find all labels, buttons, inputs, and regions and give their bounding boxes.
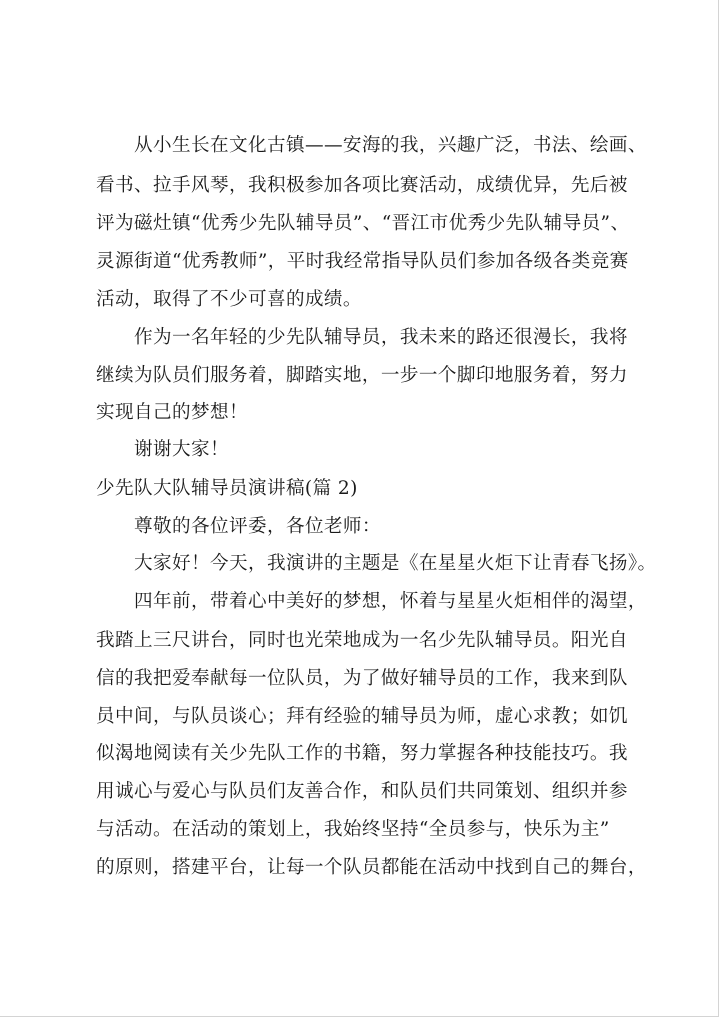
section-heading: 少先队大队辅导员演讲稿(篇 2) bbox=[96, 478, 358, 499]
text-line: 大家好！今天，我演讲的主题是《在星星火炬下让青春飞扬》。 bbox=[134, 553, 657, 574]
text-line: 从小生长在文化古镇——安海的我，兴趣广泛，书法、绘画、 bbox=[134, 135, 647, 156]
text-line: 的原则，搭建平台，让每一个队员都能在活动中找到自己的舞台， bbox=[96, 857, 647, 878]
text-line: 实现自己的梦想！ bbox=[96, 402, 248, 423]
text-line: 用诚心与爱心与队员们友善合作，和队员们共同策划、组织并参 bbox=[96, 781, 628, 802]
text-line: 评为磁灶镇“优秀少先队辅导员”、“晋江市优秀少先队辅导员”、 bbox=[96, 213, 630, 234]
text-line: 与活动。在活动的策划上，我始终坚持“全员参与，快乐为主” bbox=[96, 819, 610, 840]
text-line: 谢谢大家！ bbox=[134, 439, 229, 460]
text-line: 信的我把爱奉献每一位队员，为了做好辅导员的工作，我来到队 bbox=[96, 668, 628, 689]
salutation: 尊敬的各位评委，各位老师： bbox=[134, 516, 381, 537]
text-line: 员中间，与队员谈心；拜有经验的辅导员为师，虚心求教；如饥 bbox=[96, 706, 628, 727]
text-line: 似渴地阅读有关少先队工作的书籍，努力掌握各种技能技巧。我 bbox=[96, 743, 628, 764]
text-line: 灵源街道“优秀教师”，平时我经常指导队员们参加各级各类竞赛 bbox=[96, 251, 629, 272]
text-line: 我踏上三尺讲台，同时也光荣地成为一名少先队辅导员。阳光自 bbox=[96, 630, 628, 651]
text-line: 四年前，带着心中美好的梦想，怀着与星星火炬相伴的渴望， bbox=[134, 591, 647, 612]
text-line: 作为一名年轻的少先队辅导员，我未来的路还很漫长，我将 bbox=[134, 327, 628, 348]
text-line: 活动，取得了不少可喜的成绩。 bbox=[96, 289, 362, 310]
text-line: 看书、拉手风琴，我积极参加各项比赛活动，成绩优异，先后被 bbox=[96, 175, 628, 196]
text-line: 继续为队员们服务着，脚踏实地，一步一个脚印地服务着，努力 bbox=[96, 365, 628, 386]
